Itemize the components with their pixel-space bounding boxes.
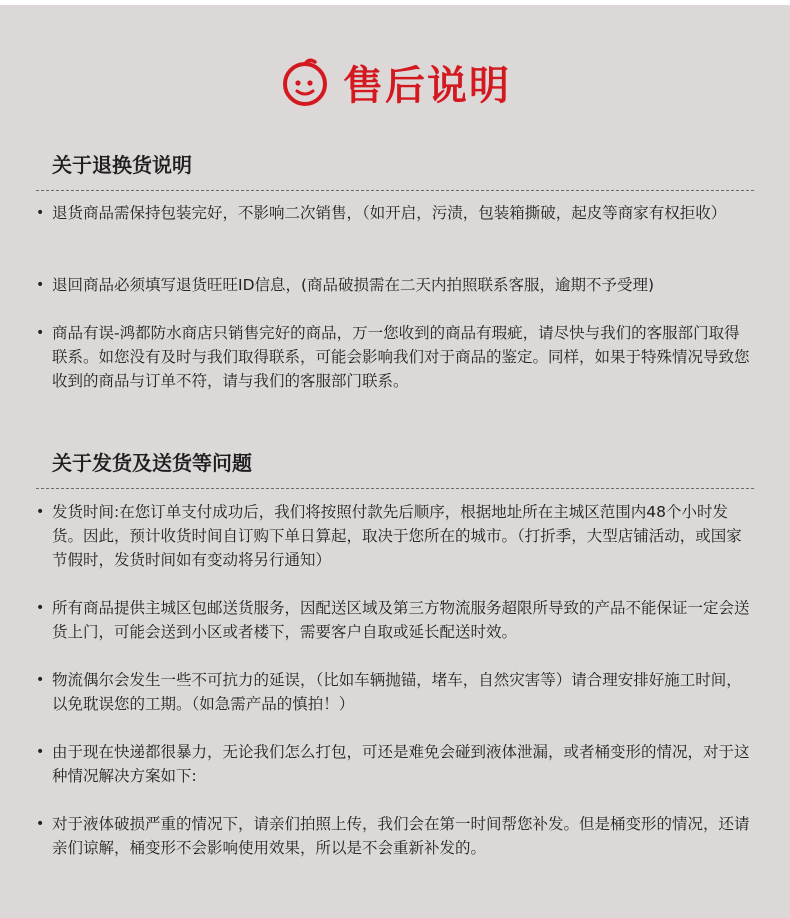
- section-title: 关于退换货说明: [52, 153, 192, 177]
- bullet-icon: •: [36, 504, 45, 520]
- bullet-icon: •: [36, 277, 45, 293]
- item-text: 商品有误-鸿都防水商店只销售完好的商品，万一您收到的商品有瑕疵，请尽快与我们的客服部门取得联系。如您没有及时与我们取得联系，可能会影响我们对于商品的鉴定。同样，如果于特殊情况导致您收到的商品与订单不符，请与我们的客服部门联系。: [52, 324, 750, 390]
- item-text: 物流偶尔会发生一些不可抗力的延误，（比如车辆抛锚，堵车，自然灾害等）请合理安排好施工时间，以免耽误您的工期。（如急需产品的慎拍！）: [52, 671, 742, 713]
- list-item: [36, 668, 754, 716]
- list-item: [36, 812, 754, 860]
- item-text: 退回商品必须填写退货旺旺ID信息，(商品破损需在二天内拍照联系客服，逾期不予受理): [52, 276, 655, 294]
- list-item: [36, 321, 754, 393]
- section-return-exchange: [36, 150, 754, 191]
- divider: [36, 488, 754, 489]
- item-text: 对于液体破损严重的情况下，请亲们拍照上传，我们会在第一时间帮您补发。但是桶变形的情况，还请亲们谅解，桶变形不会影响使用效果，所以是不会重新补发的。: [52, 815, 750, 857]
- top-border: [0, 0, 790, 5]
- item-text: 退货商品需保持包装完好，不影响二次销售，（如开启，污渍，包装箱撕破，起皮等商家有权拒收）: [52, 204, 727, 222]
- item-text: 由于现在快递都很暴力，无论我们怎么打包，可还是难免会碰到液体泄漏，或者桶变形的情况，对于这种情况解决方案如下:: [52, 743, 750, 785]
- bullet-icon: •: [36, 672, 45, 688]
- section-shipping: [36, 448, 754, 489]
- smiley-face-icon: [279, 56, 331, 108]
- list-item: [36, 740, 754, 788]
- bullet-icon: •: [36, 816, 45, 832]
- list-item: [36, 596, 754, 644]
- bullet-icon: •: [36, 325, 45, 341]
- bullet-icon: •: [36, 205, 45, 221]
- bullet-icon: •: [36, 600, 45, 616]
- item-text: 发货时间:在您订单支付成功后，我们将按照付款先后顺序，根据地址所在主城区范围内48个小时发货。因此，预计收货时间自订购下单日算起，取决于您所在的城市。（打折季，大型店铺活动，或国家节假时，发货时间如有变动将另行通知）: [52, 503, 742, 569]
- list-item: [36, 273, 754, 297]
- page-title: 售后说明: [343, 62, 511, 109]
- list-item: [36, 201, 754, 225]
- divider: [36, 190, 754, 191]
- header: [0, 50, 790, 114]
- bullet-icon: •: [36, 744, 45, 760]
- list-item: [36, 500, 754, 572]
- section-title: 关于发货及送货等问题: [52, 451, 252, 475]
- item-text: 所有商品提供主城区包邮送货服务，因配送区域及第三方物流服务超限所导致的产品不能保证一定会送货上门，可能会送到小区或者楼下，需要客户自取或延长配送时效。: [52, 599, 750, 641]
